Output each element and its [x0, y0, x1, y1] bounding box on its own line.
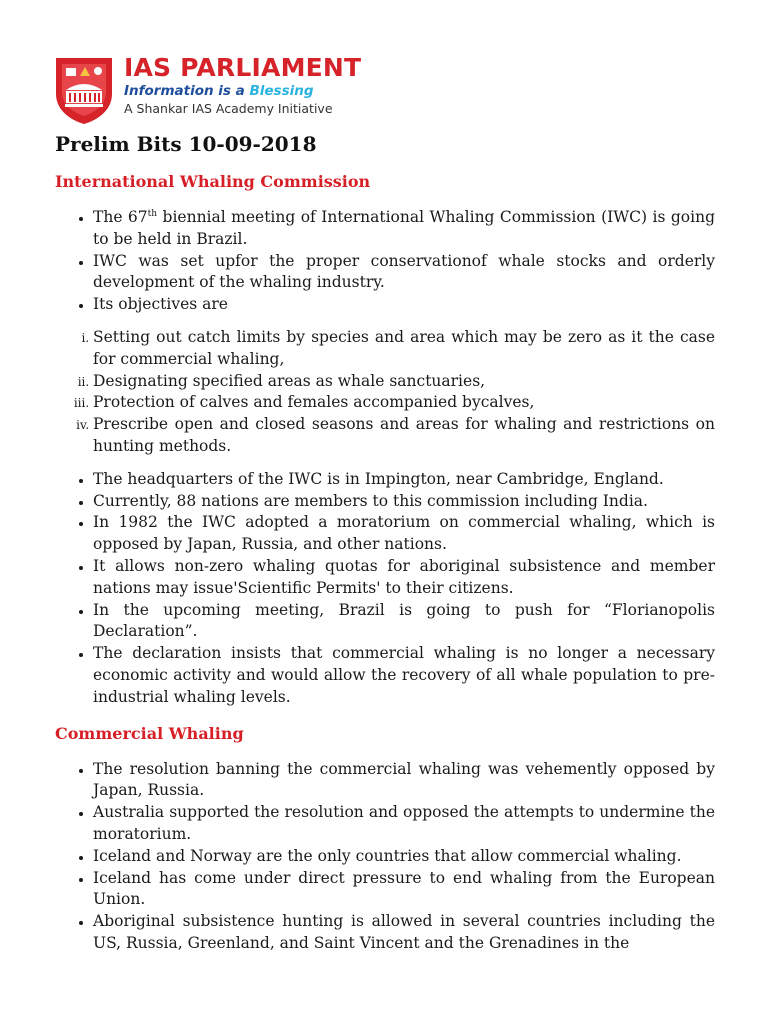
commercial-whaling-bullet-list	[55, 759, 715, 955]
list-item: • In 1982 the IWC adopted a moratorium on commercial whaling, which is opposed by Japan, Russia, and other nations.	[93, 512, 715, 556]
brand-name: IAS PARLIAMENT	[124, 53, 362, 82]
objectives-list	[55, 327, 715, 458]
list-item: iv. Prescribe open and closed seasons and areas for whaling and restrictions on hunting methods.	[93, 414, 715, 458]
parliament-shield-logo	[52, 54, 116, 126]
brand-subtitle: A Shankar IAS Academy Initiative	[124, 101, 333, 116]
section-heading-iwc: International Whaling Commission	[55, 172, 371, 191]
tagline-part1: Information is a	[124, 83, 250, 99]
list-item: • Australia supported the resolution and opposed the attempts to undermine the moratorium.	[93, 802, 715, 846]
list-item: • The resolution banning the commercial whaling was vehemently opposed by Japan, Russia.	[93, 759, 715, 803]
document-content	[55, 130, 715, 955]
list-item: i. Setting out catch limits by species and area which may be zero as it the case for commercial whaling,	[93, 327, 715, 371]
list-item: iii. Protection of calves and females accompanied bycalves,	[93, 392, 715, 414]
brand-header	[52, 50, 452, 128]
list-item: • The headquarters of the IWC is in Impington, near Cambridge, England.	[93, 469, 715, 491]
list-item: • In the upcoming meeting, Brazil is going to push for “Florianopolis Declaration”.	[93, 600, 715, 644]
list-item: • The declaration insists that commercial whaling is no longer a necessary economic activity and would allow the recovery of all whale population to pre-industrial whaling levels.	[93, 643, 715, 708]
list-item: • IWC was set upfor the proper conservationof whale stocks and orderly development of the whaling industry.	[93, 251, 715, 295]
list-item: • Aboriginal subsistence hunting is allowed in several countries including the US, Russia, Greenland, and Saint Vincent and the Grenadines in the	[93, 911, 715, 955]
list-item: • Iceland has come under direct pressure to end whaling from the European Union.	[93, 868, 715, 912]
brand-text	[124, 54, 361, 118]
section-heading-commercial-whaling: Commercial Whaling	[55, 723, 244, 743]
list-item	[93, 207, 715, 251]
list-item: ii. Designating specified areas as whale sanctuaries,	[93, 371, 715, 393]
brand-tagline	[124, 82, 361, 100]
bullet-text-pre: The 67	[93, 208, 148, 226]
iwc-bullet-list-a	[55, 207, 715, 316]
list-item: • Iceland and Norway are the only countries that allow commercial whaling.	[93, 846, 715, 868]
bullet-text-post: biennial meeting of International Whaling Commission (IWC) is going to be held in Brazil.	[93, 208, 715, 248]
tagline-part2: Blessing	[249, 83, 314, 99]
document-title: Prelim Bits 10-09-2018	[55, 132, 317, 156]
list-item: • It allows non-zero whaling quotas for aboriginal subsistence and member nations may issue'Scientific Permits' to their citizens.	[93, 556, 715, 600]
list-item: • Its objectives are	[93, 294, 715, 316]
ordinal-suffix: th	[147, 208, 158, 219]
list-item: • Currently, 88 nations are members to this commission including India.	[93, 491, 715, 513]
iwc-bullet-list-b	[55, 469, 715, 709]
